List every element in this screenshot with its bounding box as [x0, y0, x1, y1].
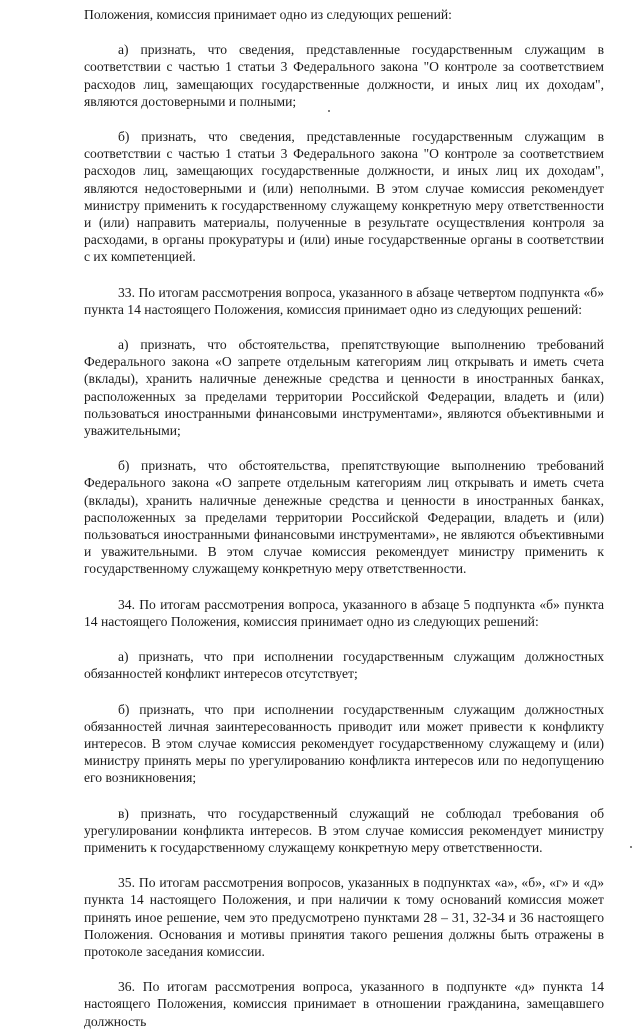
- paragraph-34v: в) признать, что государственный служащий не соблюдал требования об урегулировании конфликта интересов. В этом случае комиссия рекомендует министру применить к государственному служащему конкретную меру ответственности.: [84, 805, 604, 855]
- paragraph-32a: а) признать, что сведения, представленные государственным служащим в соответствии с частью 1 статьи 3 Федерального закона "О контроле за соответствием расходов лиц, замещающих государственные должности, и иных лиц их доходам", являются достоверными и полными;: [84, 42, 604, 109]
- scan-speck: [630, 846, 632, 848]
- paragraph-35: 35. По итогам рассмотрения вопросов, указанных в подпунктах «а», «б», «г» и «д» пункта 14 настоящего Положения, и при наличии к тому оснований комиссия может принять иное решение, чем это предусмотрено пунктами 28 – 31, 32-34 и 36 настоящего Положения. Основания и мотивы принятия такого решения должны быть отражены в протоколе заседания комиссии.: [84, 875, 604, 959]
- paragraph-33a: а) признать, что обстоятельства, препятствующие выполнению требований Федерального закона «О запрете отдельным категориям лиц открывать и иметь счета (вклады), хранить наличные денежные средства и ценности в иностранных банках, расположенных за пределами территории Российской Федерации, владеть и (или) пользоваться иностранными финансовыми инструментами», являются объективными и уважительными;: [84, 337, 604, 439]
- paragraph-34b: б) признать, что при исполнении государственным служащим должностных обязанностей личная заинтересованность приводит или может привести к конфликту интересов. В этом случае комиссия рекомендует государственному служащему и (или) министру принять меры по урегулированию конфликта интересов или по недопущению его возникновения;: [84, 701, 604, 786]
- scan-speck: [328, 110, 330, 112]
- paragraph-intro: Положения, комиссия принимает одно из следующих решений:: [84, 7, 452, 22]
- paragraph-34a: а) признать, что при исполнении государственным служащим должностных обязанностей конфликт интересов отсутствует;: [84, 649, 604, 682]
- paragraph-36: 36. По итогам рассмотрения вопроса, указанного в подпункте «д» пункта 14 настоящего Положения, комиссия принимает в отношении гражданина, замещавшего должность: [84, 979, 604, 1029]
- paragraph-33b: б) признать, что обстоятельства, препятствующие выполнению требований Федерального закона «О запрете отдельным категориям лиц открывать и иметь счета (вклады), хранить наличные денежные средства и ценности в иностранных банках, расположенных за пределами территории Российской Федерации, владеть и (или) пользоваться иностранными финансовыми инструментами», не являются объективными и уважительными. В этом случае комиссия рекомендует министру применить к государственному служащему конкретную меру ответственности.: [84, 458, 604, 577]
- paragraph-33: 33. По итогам рассмотрения вопроса, указанного в абзаце четвертом подпункта «б» пункта 14 настоящего Положения, комиссия принимает одно из следующих решений:: [84, 284, 604, 317]
- paragraph-32b: б) признать, что сведения, представленные государственным служащим в соответствии с частью 1 статьи 3 Федерального закона "О контроле за соответствием расходов лиц, замещающих государственные должности, и иных лиц их доходам", являются недостоверными и (или) неполными. В этом случае комиссия рекомендует министру применить к государственному служащему конкретную меру ответственности и (или) направить материалы, полученные в результате осуществления контроля за расходами, в органы прокуратуры и (или) иные государственные органы в соответствии с их компетенцией.: [84, 129, 604, 265]
- paragraph-34: 34. По итогам рассмотрения вопроса, указанного в абзаце 5 подпункта «б» пункта 14 настоящего Положения, комиссия принимает одно из следующих решений:: [84, 596, 604, 629]
